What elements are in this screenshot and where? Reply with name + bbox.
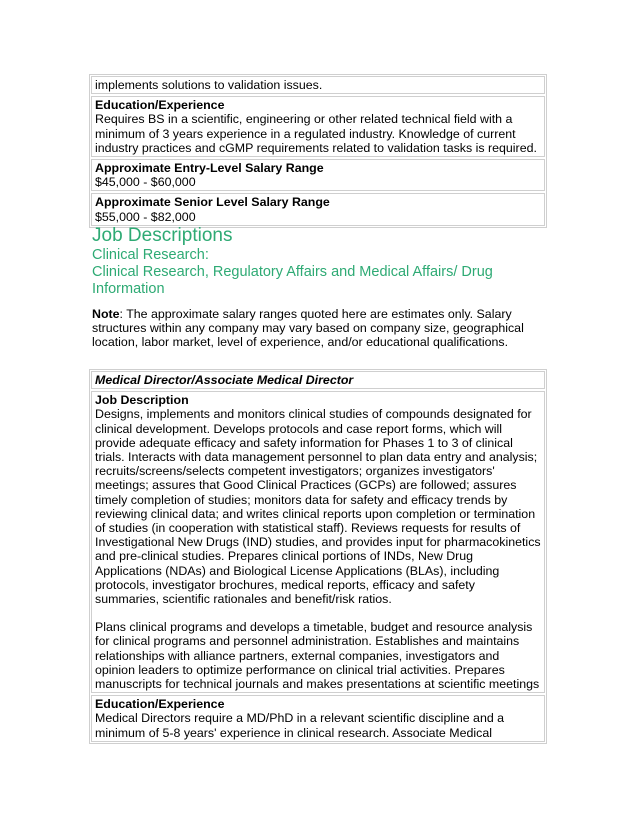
table-row-continuation (91, 76, 545, 94)
validation-job-table (89, 74, 547, 228)
table-row-senior-salary (91, 193, 545, 225)
note-text: : The approximate salary ranges quoted here are estimates only. Salary structures within any company may vary based on company size, geographical location, labor market, level of experience, and/or educational qualifications. (92, 307, 524, 350)
education-heading: Education/Experience (95, 697, 225, 712)
table-row-entry-salary (91, 159, 545, 191)
continuation-text: implements solutions to validation issues. (95, 78, 323, 92)
senior-salary-heading: Approximate Senior Level Salary Range (95, 195, 330, 210)
job-description-para-2: Plans clinical programs and develops a timetable, budget and resource analysis for clinical programs and personnel administration. Establishes and maintains relationships with alliance partners, external companies, investigators and opinion leaders to optimize performance on clinical trial activities. Prepares manuscripts for technical journals and makes presentations at scientific meetings (95, 620, 540, 692)
education-heading: Education/Experience (95, 98, 225, 113)
note-label: Note (92, 307, 120, 321)
table-row-education (91, 695, 545, 742)
senior-salary-value: $55,000 - $82,000 (95, 209, 196, 224)
subtitle-line-1: Clinical Research: (92, 247, 209, 263)
medical-director-table (89, 369, 547, 744)
job-description-para-1: Designs, implements and monitors clinical studies of compounds designated for clinical development. Develops protocols and case report forms, which will provide adequate efficacy and safety information for Phases 1 to 3 of clinical trials. Interacts with data management personnel to plan data entry and analysis; recruits/screens/selects competent investigators; organizes investigators' meetings; assures that Good Clinical Practices (GCPs) are followed; assures timely completion of studies; monitors data for safety and efficacy trends by reviewing clinical data; and writes clinical reports upon completion or termination of studies (in cooperation with statistical staff). Reviews requests for results of Investigational New Drugs (IND) studies, and provides input for pharmacokinetics and pre-clinical studies. Prepares clinical portions of INDs, New Drug Applications (NDAs) and Biological License Applications (BLAs), including protocols, investigator brochures, medical reports, efficacy and safety summaries, scientific rationales and benefit/risk ratios. (95, 407, 541, 607)
job-description-heading: Job Description (95, 393, 189, 408)
paragraph-gap (95, 606, 541, 620)
entry-salary-heading: Approximate Entry-Level Salary Range (95, 161, 324, 176)
table-row-education (91, 96, 545, 157)
section-subtitle (92, 247, 532, 298)
subtitle-line-2: Clinical Research, Regulatory Affairs and Medical Affairs/ Drug Information (92, 264, 493, 297)
job-title: Medical Director/Associate Medical Director (95, 373, 354, 387)
section-title: Job Descriptions (92, 225, 233, 246)
salary-note (92, 307, 544, 350)
education-text: Requires BS in a scientific, engineering or other related technical field with a minimum of 3 years experience in a regulated industry. Knowledge of current industry practices and cGMP requirements related to validation tasks is required. (95, 112, 537, 155)
entry-salary-value: $45,000 - $60,000 (95, 175, 196, 190)
table-row-title (91, 371, 545, 389)
table-row-job-description (91, 391, 545, 693)
education-text: Medical Directors require a MD/PhD in a relevant scientific discipline and a minimum of 5-8 years' experience in clinical research. Associate Medical (95, 711, 505, 740)
